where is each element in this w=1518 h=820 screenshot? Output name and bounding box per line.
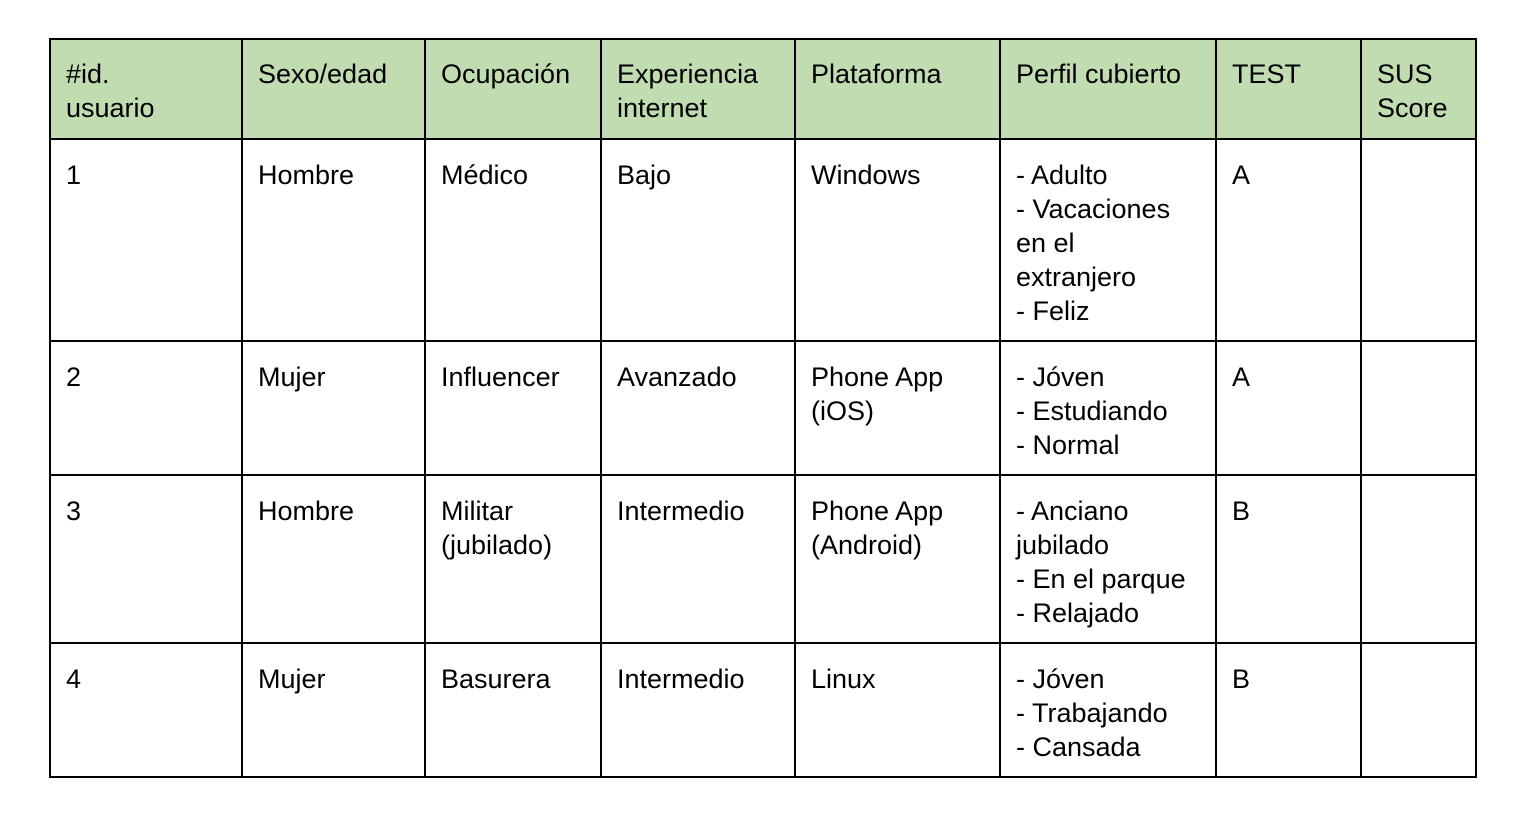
cell-sus-score xyxy=(1361,643,1476,777)
cell-plataforma: Phone App (iOS) xyxy=(795,341,1000,475)
column-header-ocupacion: Ocupación xyxy=(425,39,601,139)
users-table xyxy=(49,38,1477,778)
cell-test: A xyxy=(1216,341,1361,475)
header-row xyxy=(50,39,1476,139)
cell-plataforma: Windows xyxy=(795,139,1000,341)
cell-perfil: - Anciano jubilado - En el parque - Relajado xyxy=(1000,475,1216,643)
table-row xyxy=(50,139,1476,341)
cell-id: 2 xyxy=(50,341,242,475)
cell-perfil: - Adulto - Vacaciones en el extranjero - Feliz xyxy=(1000,139,1216,341)
cell-id: 1 xyxy=(50,139,242,341)
cell-sexo-edad: Hombre xyxy=(242,475,425,643)
cell-test: A xyxy=(1216,139,1361,341)
cell-sexo-edad: Mujer xyxy=(242,643,425,777)
cell-perfil: - Jóven - Trabajando - Cansada xyxy=(1000,643,1216,777)
cell-experiencia: Intermedio xyxy=(601,643,795,777)
cell-ocupacion: Basurera xyxy=(425,643,601,777)
cell-test: B xyxy=(1216,475,1361,643)
cell-ocupacion: Médico xyxy=(425,139,601,341)
cell-experiencia: Bajo xyxy=(601,139,795,341)
table-row xyxy=(50,475,1476,643)
cell-perfil: - Jóven - Estudiando - Normal xyxy=(1000,341,1216,475)
cell-experiencia: Avanzado xyxy=(601,341,795,475)
cell-sus-score xyxy=(1361,341,1476,475)
column-header-plataforma: Plataforma xyxy=(795,39,1000,139)
cell-id: 4 xyxy=(50,643,242,777)
cell-sexo-edad: Mujer xyxy=(242,341,425,475)
cell-sus-score xyxy=(1361,139,1476,341)
column-header-test: TEST xyxy=(1216,39,1361,139)
column-header-id: #id. usuario xyxy=(50,39,242,139)
cell-sus-score xyxy=(1361,475,1476,643)
column-header-sexo-edad: Sexo/edad xyxy=(242,39,425,139)
cell-plataforma: Linux xyxy=(795,643,1000,777)
column-header-experiencia: Experiencia internet xyxy=(601,39,795,139)
table-row xyxy=(50,643,1476,777)
cell-experiencia: Intermedio xyxy=(601,475,795,643)
cell-test: B xyxy=(1216,643,1361,777)
cell-sexo-edad: Hombre xyxy=(242,139,425,341)
column-header-sus-score: SUS Score xyxy=(1361,39,1476,139)
cell-ocupacion: Influencer xyxy=(425,341,601,475)
cell-plataforma: Phone App (Android) xyxy=(795,475,1000,643)
cell-ocupacion: Militar (jubilado) xyxy=(425,475,601,643)
cell-id: 3 xyxy=(50,475,242,643)
table-row xyxy=(50,341,1476,475)
column-header-perfil: Perfil cubierto xyxy=(1000,39,1216,139)
